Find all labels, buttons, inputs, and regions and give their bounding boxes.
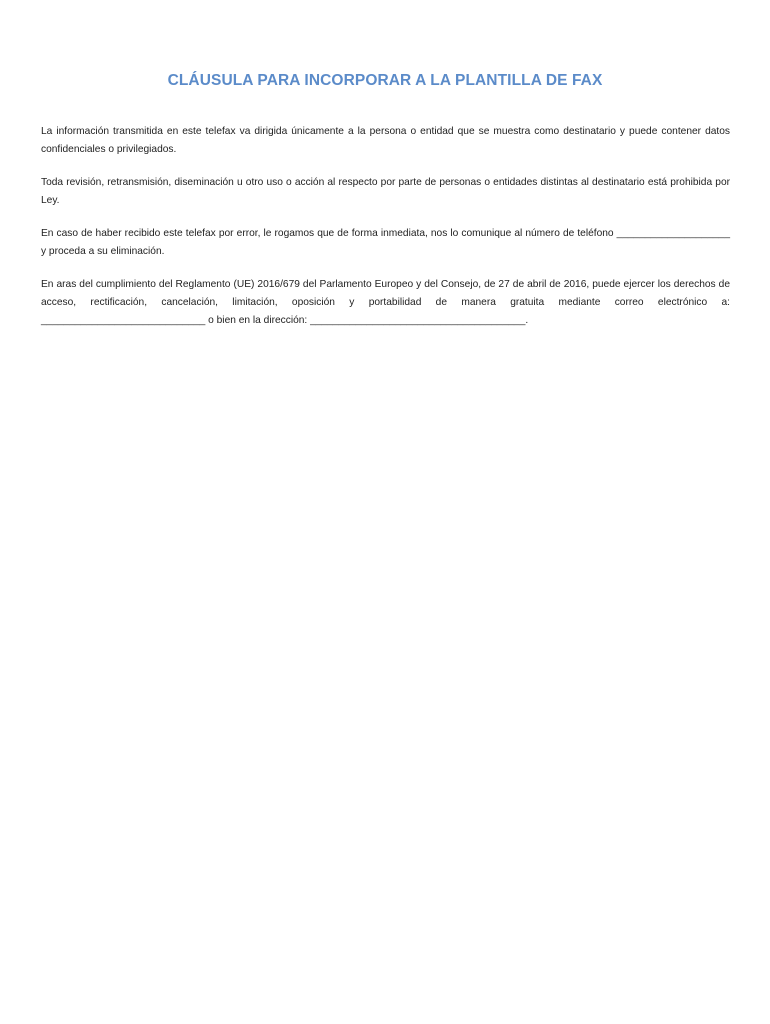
paragraph-error-notice: En caso de haber recibido este telefax por error, le rogamos que de forma inmediata, nos lo comunique al número de teléfono ____________________ y proceda a su eliminación.: [41, 228, 730, 257]
document-body: [41, 123, 730, 345]
paragraph-confidentiality: La información transmitida en este telefax va dirigida únicamente a la persona o entidad que se muestra como destinatario y puede contener datos confidenciales o privilegiados.: [41, 126, 730, 155]
paragraph-gdpr-rights: En aras del cumplimiento del Reglamento (UE) 2016/679 del Parlamento Europeo y del Consejo, de 27 de abril de 2016, puede ejercer los derechos de acceso, rectificación, cancelación, limitación, oposición y portabilidad de manera gratuita mediante correo electrónico a: _____________________________ o bien en la dirección: ______________________________________.: [41, 279, 730, 326]
document-title: CLÁUSULA PARA INCORPORAR A LA PLANTILLA DE FAX: [167, 72, 603, 89]
paragraph-prohibition: Toda revisión, retransmisión, diseminación u otro uso o acción al respecto por parte de personas o entidades distintas al destinatario está prohibida por Ley.: [41, 177, 730, 206]
